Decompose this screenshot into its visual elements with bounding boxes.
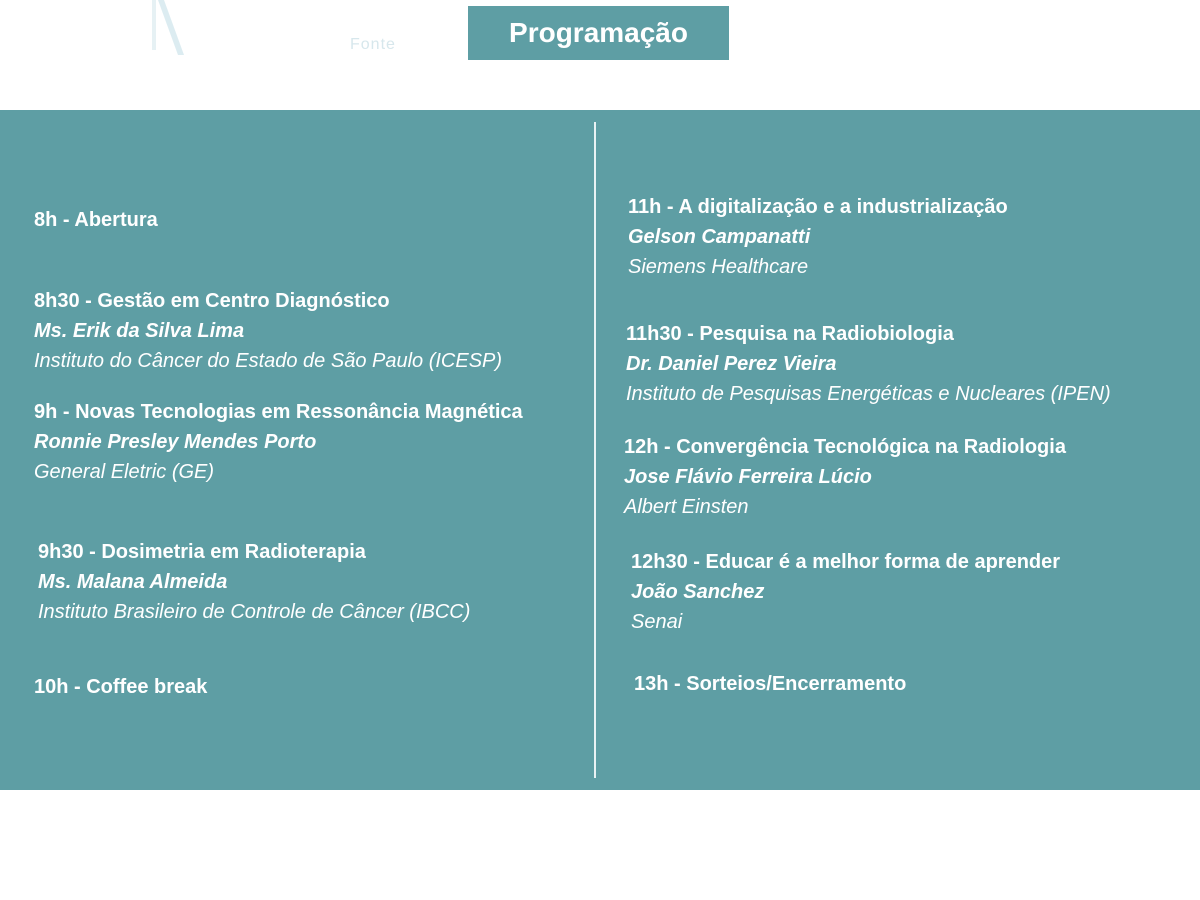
- session-title: 8h30 - Gestão em Centro Diagnóstico: [34, 290, 390, 312]
- schedule-item: [626, 319, 1111, 409]
- schedule-panel: [0, 110, 1200, 790]
- session-organization: Instituto de Pesquisas Energéticas e Nucleares (IPEN): [626, 383, 1111, 405]
- schedule-item: [634, 669, 906, 699]
- session-organization: Instituto do Câncer do Estado de São Paulo (ICESP): [34, 350, 503, 372]
- schedule-item: [34, 286, 502, 376]
- schedule-item: [628, 192, 1008, 282]
- session-title: 11h30 - Pesquisa na Radiobiologia: [626, 323, 954, 345]
- schedule-item: [38, 537, 470, 627]
- schedule-item: [34, 205, 158, 235]
- page-title: Programação: [468, 6, 729, 60]
- session-title: 9h30 - Dosimetria em Radioterapia: [38, 541, 366, 563]
- session-title: 9h - Novas Tecnologias em Ressonância Magnética: [34, 401, 523, 423]
- faded-header-text: Fonte: [350, 36, 396, 53]
- logo-mark-icon: [150, 0, 190, 55]
- session-title: 8h - Abertura: [34, 209, 158, 231]
- session-title: 12h - Convergência Tecnológica na Radiologia: [624, 436, 1066, 458]
- session-title: 12h30 - Educar é a melhor forma de aprender: [631, 551, 1061, 573]
- session-organization: Siemens Healthcare: [628, 256, 809, 278]
- session-speaker: Dr. Daniel Perez Vieira: [626, 353, 837, 375]
- session-speaker: Jose Flávio Ferreira Lúcio: [624, 466, 872, 488]
- schedule-item: [34, 397, 523, 487]
- schedule-item: [631, 547, 1060, 637]
- schedule-item: [624, 432, 1066, 522]
- session-organization: Instituto Brasileiro de Controle de Câncer (IBCC): [38, 601, 471, 623]
- session-organization: General Eletric (GE): [34, 461, 215, 483]
- session-speaker: Ronnie Presley Mendes Porto: [34, 431, 317, 453]
- session-organization: Senai: [631, 611, 683, 633]
- session-speaker: Gelson Campanatti: [628, 226, 811, 248]
- session-title: 13h - Sorteios/Encerramento: [634, 673, 907, 695]
- session-speaker: Ms. Malana Almeida: [38, 571, 228, 593]
- session-organization: Albert Einsten: [624, 496, 749, 518]
- session-speaker: João Sanchez: [631, 581, 765, 603]
- session-speaker: Ms. Erik da Silva Lima: [34, 320, 245, 342]
- schedule-item: [34, 672, 207, 702]
- column-divider: [594, 122, 596, 778]
- session-title: 10h - Coffee break: [34, 676, 208, 698]
- session-title: 11h - A digitalização e a industrialização: [628, 196, 1008, 218]
